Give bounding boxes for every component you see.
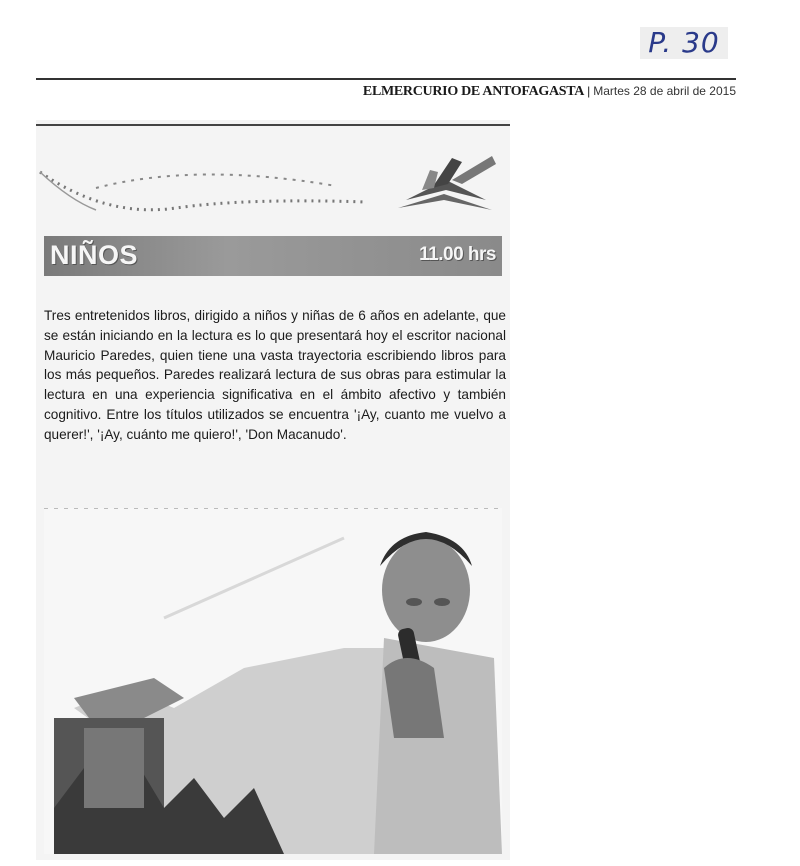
publication-date: Martes 28 de abril de 2015	[593, 84, 736, 98]
newspaper-name: ELMERCURIO DE ANTOFAGASTA	[362, 84, 585, 99]
event-time: 11.00 hrs	[419, 244, 496, 265]
article-body: Tres entretenidos libros, dirigido a niños y niñas de 6 años en adelante, que se están iniciando en la lectura es lo que presentará hoy el escritor nacional Mauricio Paredes, quien tiene una vasta trayectoria escribiendo libros para los más pequeños. Paredes realizará lectura de sus obras para estimular la lectura en una experiencia significativa en el ámbito afectivo y también cognitivo. Entre los títulos utilizados se encuentra '¡Ay, cuanto me vuelvo a querer!', '¡Ay, cuánto me quiero!', 'Don Macanudo'.	[44, 308, 506, 442]
masthead-rule	[36, 78, 736, 80]
handwritten-page-note: P. 30	[640, 27, 728, 59]
section-header-bar	[44, 236, 502, 276]
masthead-separator: |	[587, 84, 591, 98]
section-title: NIÑOS	[50, 240, 139, 270]
clipping-top-rule	[36, 124, 510, 126]
decorative-banner-graphic	[36, 150, 396, 240]
newspaper-clipping	[36, 120, 510, 860]
author-photo	[44, 508, 502, 854]
masthead	[36, 84, 736, 110]
book-logo-icon	[392, 150, 502, 220]
